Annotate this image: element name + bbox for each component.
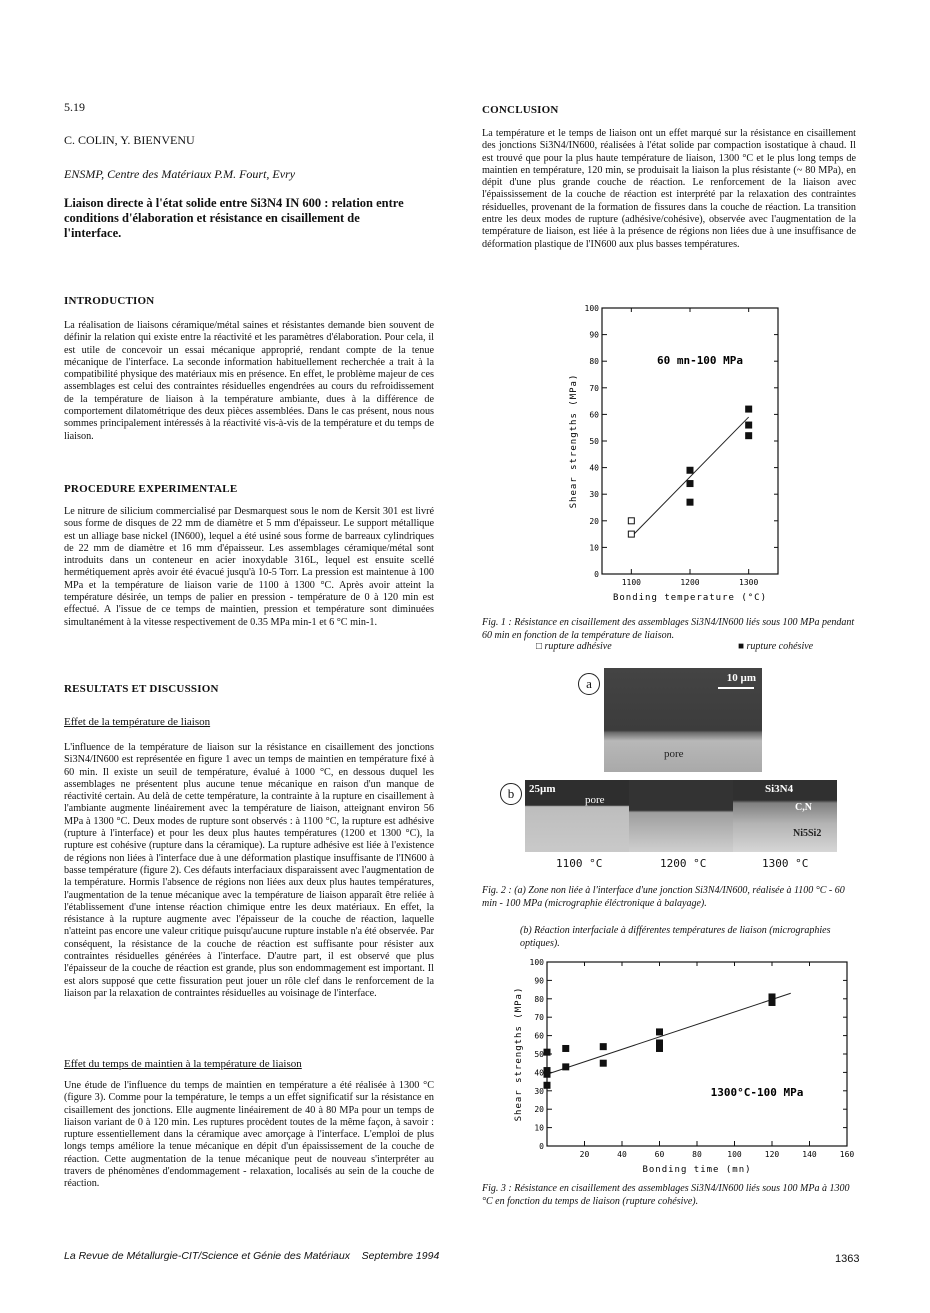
y-tick-label: 50 bbox=[534, 1050, 544, 1059]
data-point-filled bbox=[687, 467, 693, 473]
results-sub1: Effet de la température de liaison bbox=[64, 716, 211, 728]
x-tick-label: 20 bbox=[579, 1150, 590, 1159]
fig2b-ni5si2: Ni5Si2 bbox=[793, 828, 822, 839]
fig2a-scale-bar bbox=[718, 687, 754, 689]
y-tick-label: 30 bbox=[589, 490, 599, 500]
conclusion-text: La température et le temps de liaison ont un effet marqué sur la résistance en cisaillement des jonctions Si3N4/IN600, réalisées à l'état solide par compaction isostatique à chaud. Il est trouvé que pour la plus haute température de liaison, 1300 °C et le plus long temps de maintien en température, 120 min, se produisait la liaison la plus résistante (~ 80 MPa), en dépit d'une plus grande couche de réaction. Le renforcement de la liaison avec l'épaississement de la couche de réaction est interprété par la relaxation des contraintes résiduelles, provenant de la formation de fissures dans la couche de réaction. La transition entre les deux modes de rupture (adhésive/cohésive), observée avec l'augmentation de la température de liaison, est liée à la présence de régions non liées due à une insuffisance de déformation plastique de l'IN600 aux plus basses températures. bbox=[482, 128, 856, 250]
data-point-filled bbox=[746, 406, 752, 412]
fig1-chart bbox=[560, 300, 790, 605]
data-point-filled bbox=[687, 481, 693, 487]
footer-page: 1363 bbox=[835, 1253, 860, 1265]
fig2a-label-text: a bbox=[586, 676, 592, 691]
fig2b-temp-1100: 1100 °C bbox=[556, 857, 603, 870]
y-tick-label: 0 bbox=[539, 1142, 544, 1151]
results-text1: L'influence de la température de liaison sur la résistance en cisaillement des jonctions Si3N4/IN600 est représentée en figure 1 avec un temps de maintien en température fixé à 60 min. Il existe un seuil de température, évalué à 1000 °C, en dessous duquel les assemblages ne présentent plus aucune tenue mécanique en raison d'un manque de réactivité certain. Au delà de cette température, la contrainte à la rupture en cisaillement à l'ambiante augmente linéairement avec la température de liaison, atteignant environ 56 MPa à 1300 °C. Deux modes de rupture sont observés : à 1100 °C, la rupture est adhésive (rupture à l'interface) et pour les deux plus hautes températures (1200 et 1300 °C), la rupture est cohésive (rupture dans la céramique). La rupture adhésive est liée à l'existence de régions non liées à l'interface due à une déformation plastique insuffisante de l'IN600 à basse température (figure 2). Ces défauts interfaciaux disparaissent avec l'augmentation de la température. Hormis l'absence de régions non liées aux deux plus hautes températures, l'augmentation de la tenue mécanique avec la température de liaison apparaît être reliée à l'établissement d'une intense réaction chimique entre les deux matériaux. En effet, la résistance à la rupture augmente avec l'épaisseur de la couche de réaction, laquelle n'atteint pas encore une valeur critique puisqu'aucune rupture instable n'a été observée. Par conséquent, la résistance de la couche de réaction est suffisante pour résister aux contraintes résiduelles générées à l'interface. D'autre part, il est observé que plus l'épaisseur de la couche de réaction est grande, plus son endommagement est important. Il est alors supposé que cette fissuration peut jouer un rôle clef dans le renforcement de la liaison par la relaxation de contraintes résiduelles au voisinage de l'interface. bbox=[64, 742, 434, 999]
conclusion-heading: CONCLUSION bbox=[482, 104, 559, 116]
intro-text: La réalisation de liaisons céramique/métal saines et résistantes demande bien souvent de définir la relation qui existe entre la réactivité et les paramètres d'élaboration. Pour cela, il est utile de concevoir un essai mécanique approprié, rendant compte de la tenue mécanique de l'interface. La seconde information habituellement recherchée a trait à la compatibilité physique des matériaux mis en présence. En effet, le problème majeur de ces assemblages est celui des contraintes résiduelles engendrées au cours du refroidissement de la température de liaison à la température ambiante, dues à la différence de comportement dilatométrique des deux pièces assemblées. Dans le cas présent, nous nous sommes principalement intéressés à la réactivité vis-à-vis de la température et du temps de liaison. bbox=[64, 320, 434, 442]
y-tick-label: 10 bbox=[534, 1123, 544, 1133]
fig2-caption-a: Fig. 2 : (a) Zone non liée à l'interface d'une jonction Si3N4/IN600, réalisée à 1100 °C - 60 min - 100 MPa (micrographie éléctronique à balayage). bbox=[482, 885, 845, 909]
x-axis-label: Bonding temperature (°C) bbox=[612, 593, 768, 603]
fig2b-temp-1300: 1300 °C bbox=[762, 857, 809, 870]
fit-line bbox=[547, 993, 791, 1074]
data-point-filled bbox=[544, 1082, 550, 1088]
y-tick-label: 70 bbox=[534, 1013, 544, 1023]
y-tick-label: 80 bbox=[589, 357, 599, 367]
y-tick-label: 40 bbox=[589, 463, 599, 473]
fig2-caption-b: (b) Réaction interfaciale à différentes températures de liaison (micrographies optiques). bbox=[520, 925, 831, 949]
affiliation: ENSMP, Centre des Matériaux P.M. Fourt, Evry bbox=[64, 167, 296, 181]
fig2b-pore: pore bbox=[585, 794, 605, 806]
fig2a-pore: pore bbox=[664, 748, 684, 760]
data-point-filled bbox=[657, 1045, 663, 1051]
x-tick-label: 120 bbox=[764, 1150, 780, 1159]
authors: C. COLIN, Y. BIENVENU bbox=[64, 133, 195, 147]
session-number: 5.19 bbox=[64, 100, 85, 114]
fig2b-micrograph-1100 bbox=[525, 780, 629, 852]
fig1-chart-title: 60 mn-100 MPa bbox=[656, 354, 744, 367]
fig2b-micrograph-1200 bbox=[629, 780, 733, 852]
intro-heading: INTRODUCTION bbox=[64, 295, 155, 307]
x-tick-label: 1200 bbox=[680, 578, 700, 587]
data-point-filled bbox=[687, 499, 693, 505]
fig2b-micrograph-1300 bbox=[733, 780, 837, 852]
y-axis-label: Shear strengths (MPa) bbox=[569, 373, 579, 509]
data-point-filled bbox=[600, 1060, 606, 1066]
x-tick-label: 1100 bbox=[621, 578, 641, 587]
x-tick-label: 140 bbox=[802, 1150, 817, 1159]
y-tick-label: 40 bbox=[534, 1068, 544, 1078]
y-tick-label: 50 bbox=[589, 437, 599, 446]
y-tick-label: 100 bbox=[584, 304, 599, 313]
fig1-legend-open: □ rupture adhésive bbox=[536, 641, 612, 652]
y-tick-label: 70 bbox=[589, 383, 599, 393]
data-point-open bbox=[628, 531, 634, 537]
data-point-filled bbox=[563, 1064, 569, 1070]
x-tick-label: 1300 bbox=[739, 578, 759, 587]
y-tick-label: 10 bbox=[589, 543, 599, 553]
data-point-filled bbox=[544, 1071, 550, 1077]
y-tick-label: 90 bbox=[589, 330, 599, 340]
y-tick-label: 20 bbox=[534, 1105, 544, 1115]
y-tick-label: 0 bbox=[594, 570, 599, 579]
data-point-open bbox=[628, 518, 634, 524]
y-tick-label: 20 bbox=[589, 516, 599, 526]
procedure-heading: PROCEDURE EXPERIMENTALE bbox=[64, 483, 238, 495]
x-tick-label: 80 bbox=[692, 1150, 702, 1159]
x-tick-label: 40 bbox=[617, 1150, 627, 1159]
results-heading: RESULTATS ET DISCUSSION bbox=[64, 683, 219, 695]
x-tick-label: 100 bbox=[727, 1150, 742, 1159]
fig2b-cn: C,N bbox=[795, 802, 812, 813]
fig3-chart-title: 1300°C-100 MPa bbox=[710, 1086, 804, 1099]
fig2a-label bbox=[578, 673, 600, 695]
fig2b-si3n4: Si3N4 bbox=[765, 783, 794, 795]
y-tick-label: 80 bbox=[534, 994, 544, 1004]
footer-journal: La Revue de Métallurgie-CIT/Science et Génie des Matériaux Septembre 1994 bbox=[64, 1250, 440, 1262]
fig2a-scale: 10 µm bbox=[726, 672, 756, 684]
fig2b-label bbox=[500, 783, 522, 805]
results-sub2: Effet du temps de maintien à la température de liaison bbox=[64, 1058, 302, 1070]
fit-line bbox=[631, 417, 748, 537]
plot-frame bbox=[547, 962, 847, 1146]
procedure-text: Le nitrure de silicium commercialisé par Desmarquest sous le nom de Kersit 301 est livré sous forme de disques de 22 mm de diamètre et 5 mm d'épaisseur. Le support métallique est un alliage base nickel (IN600), lequel a été usiné sous forme de barreaux cylindriques de 22 mm de diamètre et 16 mm d'épaisseur. Les assemblages céramique/métal sont introduits dans un conteneur en acier inoxydable 316L, lequel est ensuite scellé hermétiquement après avoir été évacué jusqu'à 10-5 Torr. La pression est maintenue à 100 MPa et la température de liaison varie de 1100 à 1300 °C. Après avoir atteint la température désirée, un temps de palier en pression - température de 0 à 120 min est effectué. A l'issue de ce temps de maintien, pression et température sont diminuées simultanément à la vitesse respectivement de 0.35 MPa min-1 et 6 °C min-1. bbox=[64, 506, 434, 628]
y-tick-label: 30 bbox=[534, 1086, 544, 1096]
data-point-filled bbox=[563, 1045, 569, 1051]
paper-title: Liaison directe à l'état solide entre Si3N4 IN 600 : relation entre conditions d'élaboration et résistance en cisaillement de l'interface. bbox=[64, 196, 404, 240]
data-point-filled bbox=[544, 1049, 550, 1055]
data-point-filled bbox=[746, 433, 752, 439]
data-point-filled bbox=[657, 1029, 663, 1035]
x-tick-label: 160 bbox=[839, 1150, 855, 1159]
data-point-filled bbox=[600, 1044, 606, 1050]
fig3-caption: Fig. 3 : Résistance en cisaillement des assemblages Si3N4/IN600 liés sous 100 MPa à 1300 °C en fonction du temps de liaison (rupture cohésive). bbox=[482, 1183, 850, 1207]
fig2b-temp-1200: 1200 °C bbox=[660, 857, 707, 870]
y-tick-label: 60 bbox=[589, 410, 599, 420]
x-axis-label: Bonding time (mn) bbox=[642, 1165, 752, 1175]
y-axis-label: Shear strengths (MPa) bbox=[514, 986, 524, 1122]
fig1-legend-filled: ■ rupture cohésive bbox=[738, 641, 814, 652]
results-text2: Une étude de l'influence du temps de maintien en température a été réalisée à 1300 °C (figure 3). Comme pour la température, le temps a un effet significatif sur la résistance en cisaillement des jonctions. Elle augmente linéairement de 40 à 80 MPa pour un temps de liaison variant de 0 à 120 min. Les ruptures procèdent toutes de la même façon, à savoir : rupture essentiellement dans la céramique avec amorçage à l'interface. L'emploi de plus longs temps améliore la tenue mécanique en dépit d'un épaississement de la couche de réaction. Cette augmentation de la tenue mécanique peut de nouveau s'interpréter au travers de phénomènes d'endommagement - relaxation, localisés au sein de la couche de réaction. bbox=[64, 1080, 434, 1190]
data-point-filled bbox=[769, 999, 775, 1005]
fig3-chart bbox=[505, 952, 875, 1178]
y-tick-label: 90 bbox=[534, 976, 544, 986]
x-tick-label: 60 bbox=[654, 1150, 665, 1159]
fig2a-micrograph bbox=[604, 668, 762, 772]
y-tick-label: 60 bbox=[534, 1031, 544, 1041]
fig2b-scale: 25µm bbox=[529, 783, 556, 795]
fig1-caption: Fig. 1 : Résistance en cisaillement des assemblages Si3N4/IN600 liés sous 100 MPa pendant 60 min en fonction de la température de liaison. bbox=[482, 617, 855, 641]
y-tick-label: 100 bbox=[529, 958, 544, 967]
data-point-filled bbox=[746, 422, 752, 428]
fig2b-label-text: b bbox=[507, 786, 515, 801]
